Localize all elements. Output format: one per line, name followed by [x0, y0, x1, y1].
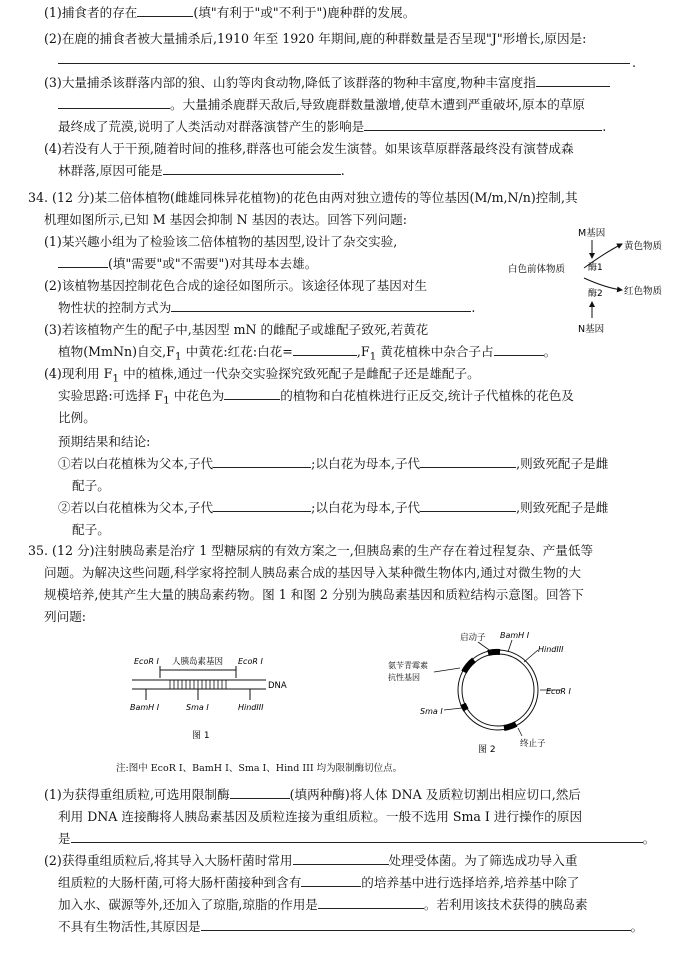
- q33-part4-cont: [58, 162, 345, 180]
- q34-prediction-heading: 预期结果和结论:: [58, 434, 151, 449]
- insulin-gene-label: 人胰岛素基因: [172, 657, 224, 667]
- period: .: [471, 300, 476, 315]
- answer-blank[interactable]: [213, 499, 311, 512]
- q35-stem-line2: 问题。为解决这些问题,科学家将控制人胰岛素合成的基因导入某种微生物体内,通过对微生物的大: [44, 565, 581, 580]
- hind3-label: HindIII: [238, 703, 264, 712]
- white-precursor-label: 白色前体物质: [508, 264, 566, 275]
- q34-experiment-idea-end: 比例。: [58, 410, 96, 425]
- text: 最终成了荒漠,说明了人类活动对群落演替产生的影响是: [58, 119, 365, 134]
- q34-part3-cont: [58, 343, 556, 366]
- q33-part3-cont: [58, 96, 585, 114]
- enzyme1-label: 酶1: [588, 263, 603, 273]
- q34-part2: (2)该植物基因控制花色合成的途径如图所示。该途径体现了基因对生: [44, 278, 428, 293]
- q35-part1-cont: 利用 DNA 连接酶将人胰岛素基因及质粒连接为重组质粒。一般不选用 Sma I 进行操作的原因: [58, 809, 583, 824]
- text: 实验思路:可选择 F: [58, 388, 164, 403]
- q34-part3: (3)若该植物产生的配子中,基因型 mN 的雌配子或雄配子致死,若黄花: [44, 322, 429, 337]
- arrow-to-yellow: [584, 244, 622, 268]
- sma1-segment: [463, 704, 466, 710]
- q35-stem-line1: 35. (12 分)注射胰岛素是治疗 1 型糖尿病的有效方案之一,但胰岛素的生产存在着过程复杂、产量低等: [28, 543, 594, 558]
- q34-result1: [58, 455, 608, 473]
- answer-blank[interactable]: [171, 299, 471, 312]
- text: 。若利用该技术获得的胰岛素: [423, 897, 588, 912]
- text: 林群落,原因可能是: [58, 163, 163, 178]
- text: (3)大量捕杀该群落内部的狼、山豹等肉食动物,降低了该群落的物种丰富度,物种丰富度指: [44, 75, 536, 90]
- q33-part2: (2)在鹿的捕食者被大量捕杀后,1910 年至 1920 年期间,鹿的种群数量是否呈现"J"形增长,原因是:: [44, 31, 587, 46]
- bamh1-label: BamH I: [500, 631, 530, 640]
- amp-resistance-label-2: 抗性基因: [388, 673, 420, 682]
- amp-resistance-gene-segment: [464, 660, 474, 672]
- text: ,则致死配子是雌: [516, 456, 609, 471]
- period: 。: [543, 344, 557, 359]
- text: ;以白花为母本,子代: [311, 456, 421, 471]
- promoter-pointer: [478, 642, 492, 652]
- answer-blank[interactable]: [58, 255, 108, 268]
- answer-blank[interactable]: [420, 499, 516, 512]
- answer-blank[interactable]: [293, 852, 389, 865]
- figure1-caption: 图 1: [192, 731, 210, 741]
- q34-part4: [44, 365, 480, 388]
- q34-result2-end: 配子。: [72, 522, 110, 537]
- hind3-label: HindIII: [538, 645, 564, 654]
- period: .: [340, 163, 345, 178]
- text: 中花色为: [169, 388, 225, 403]
- q35-part1-end: [58, 830, 655, 848]
- subscript: 1: [163, 394, 170, 407]
- figure1-insulin-gene: [128, 650, 298, 750]
- terminator-segment: [504, 724, 516, 728]
- gene-hatching: [170, 680, 226, 689]
- subscript: 1: [369, 350, 377, 363]
- answer-blank[interactable]: [364, 118, 602, 131]
- bamh1-pointer: [508, 640, 512, 652]
- text: 。大量捕杀鹿群天敌后,导致鹿群数量激增,使草木遭到严重破坏,原本的草原: [170, 97, 586, 112]
- subscript: 1: [174, 350, 182, 363]
- period: .: [602, 119, 607, 134]
- answer-blank[interactable]: [201, 918, 631, 931]
- q33-part3-end: [58, 118, 606, 136]
- q35-part2-cont: [58, 874, 579, 892]
- q33-part1: [44, 4, 415, 22]
- text: (填两种酶)将人体 DNA 及质粒切割出相应切口,然后: [289, 787, 581, 802]
- q35-part2-end: [58, 918, 643, 936]
- answer-blank[interactable]: [163, 162, 341, 175]
- period: 。: [642, 831, 656, 846]
- text: 加入水、碳源等外,还加入了琼脂,琼脂的作用是: [58, 897, 318, 912]
- answer-blank[interactable]: [230, 786, 290, 799]
- text: (4)现利用 F: [44, 366, 113, 381]
- period: 。: [630, 919, 644, 934]
- red-substance-label: 红色物质: [624, 286, 663, 297]
- text: 物性状的控制方式为: [58, 300, 172, 315]
- sma1-pointer: [444, 708, 462, 710]
- m-gene-label: M基因: [578, 228, 606, 239]
- answer-blank[interactable]: [224, 387, 280, 400]
- answer-blank[interactable]: [301, 874, 361, 887]
- answer-blank[interactable]: [420, 455, 516, 468]
- answer-blank[interactable]: [293, 343, 357, 356]
- text: 的植物和白花植株进行正反交,统计子代植株的花色及: [280, 388, 574, 403]
- enzyme2-label: 酶2: [588, 289, 603, 299]
- q34-part1-cont: [58, 255, 317, 273]
- flower-color-pathway-diagram: [506, 222, 692, 340]
- q35-stem-line4: 列问题:: [44, 609, 87, 624]
- q35-part2: [44, 852, 577, 870]
- text: (1)为获得重组质粒,可选用限制酶: [44, 787, 230, 802]
- ecor1-label: EcoR I: [546, 687, 571, 696]
- text: 不具有生物活性,其原因是: [58, 919, 201, 934]
- q34-part2-cont: [58, 299, 475, 317]
- q35-part2-cont2: [58, 896, 588, 914]
- answer-blank[interactable]: [494, 343, 544, 356]
- q35-part1: [44, 786, 581, 804]
- text: (填"有利于"或"不利于")鹿种群的发展。: [193, 5, 416, 20]
- text: 组质粒的大肠杆菌,可将大肠杆菌接种到含有: [58, 875, 302, 890]
- text: 是: [58, 831, 71, 846]
- answer-blank[interactable]: [318, 896, 424, 909]
- yellow-substance-label: 黄色物质: [624, 241, 663, 252]
- text: ,则致死配子是雌: [516, 500, 609, 515]
- terminator-label: 终止子: [520, 739, 546, 749]
- text: 黄花植株中杂合子占: [376, 344, 494, 359]
- q33-part4: (4)若没有人于干预,随着时间的推移,群落也可能会发生演替。如果该草原群落最终没有演替成森: [44, 141, 574, 156]
- ecor1-right-label: EcoR I: [238, 657, 263, 666]
- answer-blank[interactable]: [58, 96, 170, 109]
- terminator-pointer: [518, 728, 522, 736]
- dna-label: DNA: [268, 681, 287, 691]
- bamh1-label: BamH I: [130, 703, 160, 712]
- n-gene-label: N基因: [578, 324, 605, 335]
- sma1-label: Sma I: [186, 703, 209, 712]
- answer-blank[interactable]: [71, 830, 643, 843]
- amp-pointer: [434, 668, 460, 672]
- q35-stem-line3: 规模培养,使其产生大量的胰岛素药物。图 1 和图 2 分别为胰岛素基因和质粒结构示意图。回答下: [44, 587, 584, 602]
- text: 处理受体菌。为了筛选成功导入重: [388, 853, 578, 868]
- text: (2)获得重组质粒后,将其导入大肠杆菌时常用: [44, 853, 293, 868]
- amp-resistance-label-1: 氨苄青霉素: [388, 661, 428, 670]
- sma1-label: Sma I: [420, 707, 443, 716]
- text: 的培养基中进行选择培养,培养基中除了: [361, 875, 580, 890]
- ecor1-left-label: EcoR I: [134, 657, 159, 666]
- q34-stem-line2: 机理如图所示,已知 M 基因会抑制 N 基因的表达。回答下列问题:: [44, 212, 408, 227]
- figure2-plasmid: [388, 628, 588, 756]
- promoter-label: 启动子: [460, 633, 486, 643]
- text: (1)捕食者的存在: [44, 5, 138, 20]
- text: ;以白花为母本,子代: [311, 500, 421, 515]
- text: 植物(MmNn)自交,F: [58, 344, 175, 359]
- q34-result1-end: 配子。: [72, 478, 110, 493]
- answer-blank[interactable]: [137, 4, 193, 17]
- text: 中的植株,通过一代杂交实验探究致死配子是雌配子还是雄配子。: [119, 366, 480, 381]
- hind3-pointer: [524, 650, 538, 662]
- subscript: 1: [112, 372, 120, 385]
- answer-line[interactable]: [58, 62, 630, 64]
- promoter-segment: [488, 652, 500, 653]
- q33-part3: [44, 74, 610, 92]
- q34-part1: (1)某兴趣小组为了检验该二倍体植物的基因型,设计了杂交实验,: [44, 234, 398, 249]
- text: ,F: [356, 344, 370, 359]
- figure2-caption: 图 2: [478, 745, 496, 755]
- text: (填"需要"或"不需要")对其母本去雄。: [108, 256, 318, 271]
- answer-blank[interactable]: [213, 455, 311, 468]
- q34-experiment-idea: [58, 387, 574, 410]
- text: ②若以白花植株为父本,子代: [58, 500, 214, 515]
- q34-stem-line1: 34. (12 分)某二倍体植物(雌雄同株异花植物)的花色由两对独立遗传的等位基因(M/m,N/n)控制,其: [28, 190, 578, 205]
- period: .: [632, 55, 637, 70]
- answer-blank[interactable]: [536, 74, 610, 87]
- figure-note: 注:图中 EcoR I、BamH I、Sma I、Hind III 均为限制酶切位点。: [116, 763, 403, 774]
- text: ①若以白花植株为父本,子代: [58, 456, 214, 471]
- q34-result2: [58, 499, 608, 517]
- text: 中黄花:红花:白花=: [181, 344, 293, 359]
